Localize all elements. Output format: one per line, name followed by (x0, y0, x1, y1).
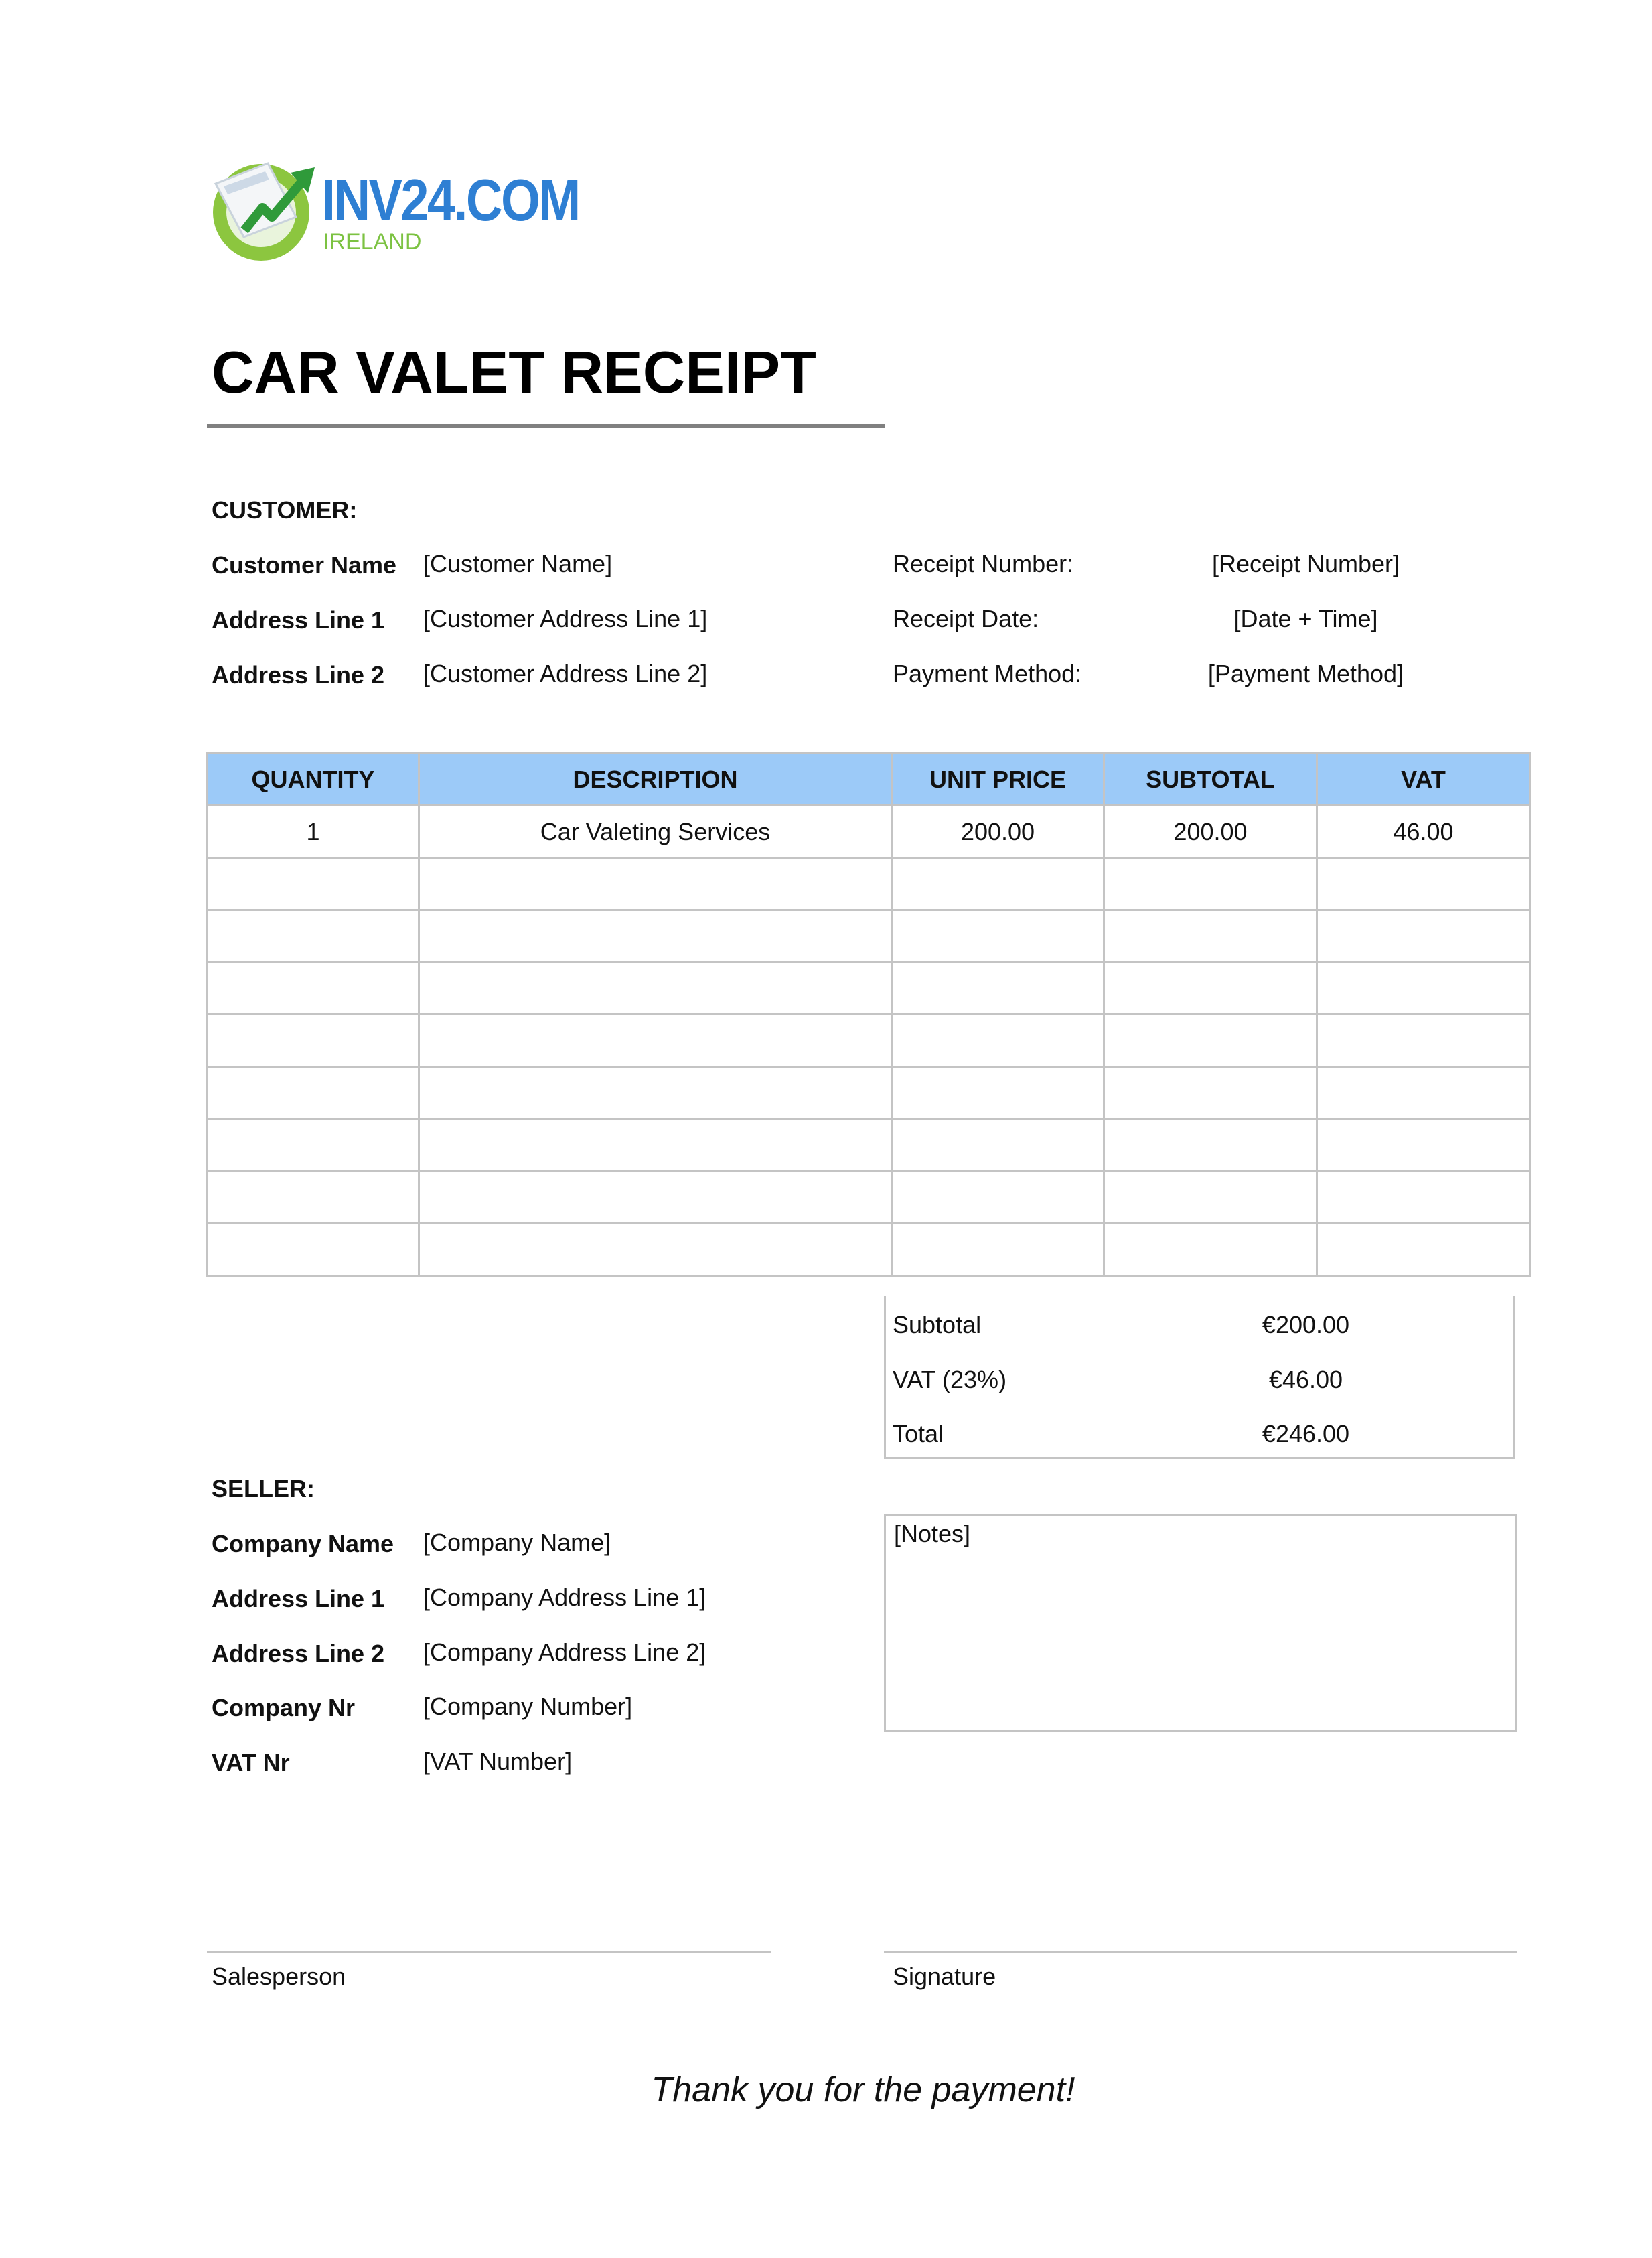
table-row (208, 806, 1530, 858)
unit-price-cell: 200.00 (892, 806, 1104, 858)
thank-you-message: Thank you for the payment! (651, 2070, 1075, 2109)
quantity-cell (208, 1015, 419, 1067)
description-cell (419, 963, 892, 1015)
vat-cell (1317, 1015, 1530, 1067)
vat-total-value: €46.00 (1268, 1366, 1343, 1393)
company-name-label: Company Name (212, 1530, 394, 1557)
subtotal-cell (1104, 858, 1317, 910)
subtotal-cell (1104, 1224, 1317, 1276)
vat-total-label: VAT (23%) (893, 1366, 1007, 1393)
subtotal-cell (1104, 1119, 1317, 1172)
unit-price-cell (892, 1119, 1104, 1172)
quantity-cell (208, 1172, 419, 1224)
vat-cell (1317, 963, 1530, 1015)
description-cell: Car Valeting Services (419, 806, 892, 858)
subtotal-cell (1104, 1067, 1317, 1119)
unit-price-cell (892, 963, 1104, 1015)
company-name-value: [Company Name] (423, 1529, 611, 1556)
table-row (208, 1119, 1530, 1172)
payment-method-value: [Payment Method] (1207, 660, 1404, 687)
receipt-date-label: Receipt Date: (893, 605, 1039, 632)
vat-number-label: VAT Nr (212, 1749, 290, 1776)
customer-heading: CUSTOMER: (212, 496, 358, 524)
vat-cell (1317, 1067, 1530, 1119)
logo-icon (208, 155, 321, 263)
table-row (208, 1224, 1530, 1276)
company-number-label: Company Nr (212, 1694, 356, 1721)
quantity-column-header: QUANTITY (208, 754, 419, 806)
quantity-cell (208, 910, 419, 963)
subtotal-cell (1104, 1015, 1317, 1067)
table-row (208, 1067, 1530, 1119)
unit-price-column-header: UNIT PRICE (892, 754, 1104, 806)
quantity-cell (208, 1119, 419, 1172)
company-number-value: [Company Number] (423, 1693, 633, 1720)
description-cell (419, 1067, 892, 1119)
customer-address-line-1-value: [Customer Address Line 1] (423, 605, 708, 632)
customer-address-line-2-label: Address Line 2 (212, 661, 385, 689)
unit-price-cell (892, 858, 1104, 910)
unit-price-cell (892, 1067, 1104, 1119)
unit-price-cell (892, 1015, 1104, 1067)
customer-name-value: [Customer Name] (423, 550, 613, 577)
customer-address-line-2-value: [Customer Address Line 2] (423, 660, 708, 687)
description-cell (419, 1172, 892, 1224)
unit-price-cell (892, 910, 1104, 963)
salesperson-label: Salesperson (212, 1963, 346, 1990)
document-title: CAR VALET RECEIPT (212, 339, 816, 405)
description-cell (419, 910, 892, 963)
subtotal-cell (1104, 963, 1317, 1015)
unit-price-cell (892, 1172, 1104, 1224)
company-address-line-1-value: [Company Address Line 1] (423, 1583, 706, 1611)
grand-total-value: €246.00 (1262, 1420, 1350, 1448)
table-row (208, 1172, 1530, 1224)
company-address-line-2-value: [Company Address Line 2] (423, 1638, 706, 1666)
title-divider (207, 424, 885, 428)
quantity-cell (208, 1224, 419, 1276)
company-logo (208, 155, 579, 263)
quantity-cell (208, 1067, 419, 1119)
description-cell (419, 1015, 892, 1067)
items-header-row (208, 754, 1530, 806)
signature-label: Signature (893, 1963, 996, 1990)
customer-name-label: Customer Name (212, 551, 397, 579)
subtotal-label: Subtotal (893, 1311, 982, 1338)
description-cell (419, 1224, 892, 1276)
quantity-cell: 1 (208, 806, 419, 858)
vat-column-header: VAT (1317, 754, 1530, 806)
vat-cell: 46.00 (1317, 806, 1530, 858)
receipt-number-label: Receipt Number: (893, 550, 1074, 577)
company-address-line-2-label: Address Line 2 (212, 1640, 385, 1667)
quantity-cell (208, 963, 419, 1015)
description-cell (419, 1119, 892, 1172)
vat-cell (1317, 1119, 1530, 1172)
quantity-cell (208, 858, 419, 910)
vat-cell (1317, 1172, 1530, 1224)
subtotal-cell (1104, 1172, 1317, 1224)
vat-cell (1317, 1224, 1530, 1276)
notes-text: [Notes] (894, 1520, 971, 1547)
unit-price-cell (892, 1224, 1104, 1276)
table-row (208, 858, 1530, 910)
signature-line (884, 1951, 1517, 1953)
notes-box[interactable] (884, 1514, 1517, 1732)
subtotal-cell: 200.00 (1104, 806, 1317, 858)
subtotal-value: €200.00 (1262, 1311, 1350, 1338)
salesperson-line (207, 1951, 771, 1953)
items-table (206, 752, 1531, 1277)
table-row (208, 963, 1530, 1015)
description-column-header: DESCRIPTION (419, 754, 892, 806)
company-address-line-1-label: Address Line 1 (212, 1585, 385, 1612)
customer-address-line-1-label: Address Line 1 (212, 606, 385, 634)
payment-method-label: Payment Method: (893, 660, 1082, 687)
table-row (208, 1015, 1530, 1067)
vat-cell (1317, 910, 1530, 963)
seller-heading: SELLER: (212, 1475, 315, 1502)
description-cell (419, 858, 892, 910)
subtotal-column-header: SUBTOTAL (1104, 754, 1317, 806)
receipt-number-value: [Receipt Number] (1211, 550, 1400, 577)
grand-total-label: Total (893, 1420, 944, 1448)
vat-cell (1317, 858, 1530, 910)
logo-wordmark: INV24.COM (321, 167, 579, 233)
vat-number-value: [VAT Number] (423, 1748, 573, 1775)
receipt-date-value: [Date + Time] (1233, 605, 1378, 632)
subtotal-cell (1104, 910, 1317, 963)
logo-region: IRELAND (323, 229, 422, 255)
table-row (208, 910, 1530, 963)
